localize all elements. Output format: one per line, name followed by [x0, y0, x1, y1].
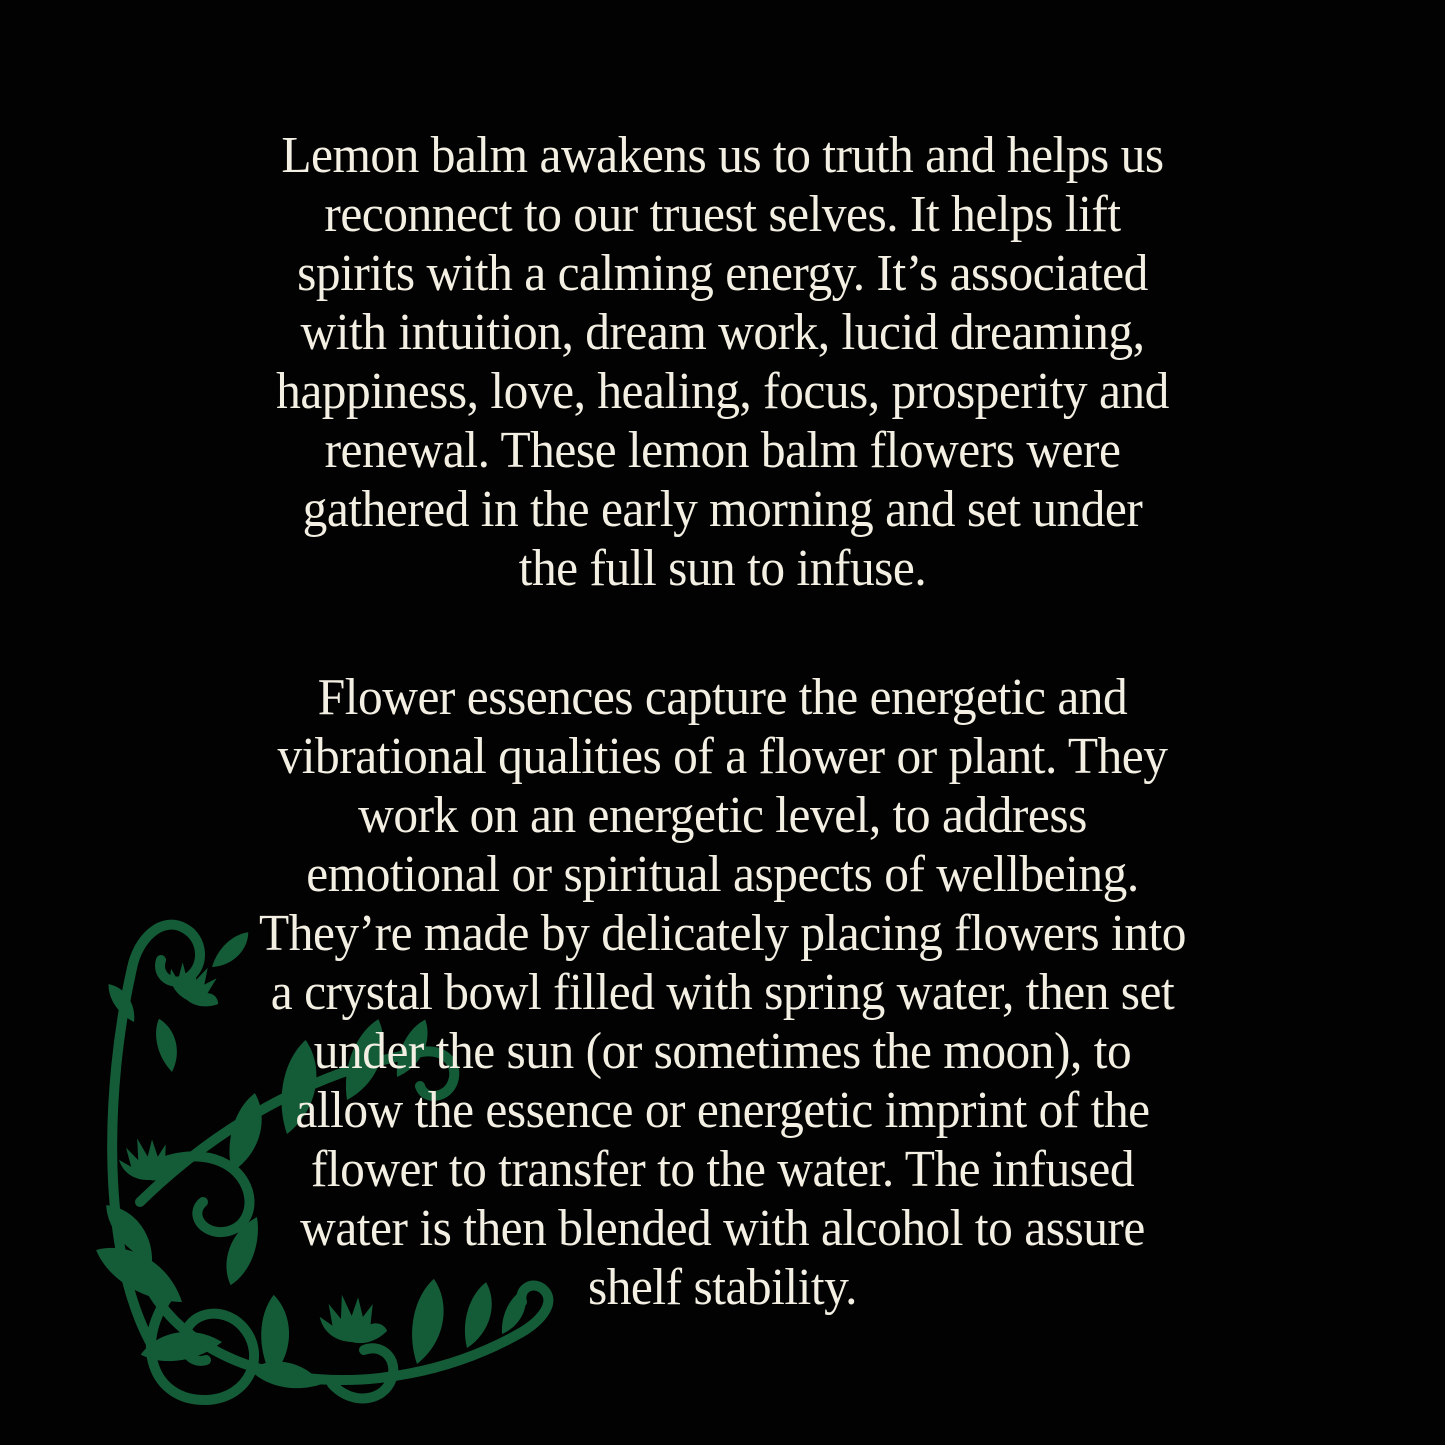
text-line: gathered in the early morning and set under: [302, 481, 1143, 538]
text-line: water is then blended with alcohol to assure: [300, 1200, 1145, 1257]
text-line: They’re made by delicately placing flowers into: [259, 905, 1186, 962]
text-line: flower to transfer to the water. The infused: [310, 1141, 1135, 1198]
paragraph-lemon-balm: [36, 126, 1409, 598]
text-line: reconnect to our truest selves. It helps lift: [324, 186, 1121, 243]
text-line: Lemon balm awakens us to truth and helps us: [281, 127, 1164, 184]
text-line: renewal. These lemon balm flowers were: [324, 422, 1121, 479]
text-line: with intuition, dream work, lucid dreaming,: [300, 304, 1145, 361]
text-line: allow the essence or energetic imprint of the: [295, 1082, 1150, 1139]
text-line: happiness, love, healing, focus, prosperity and: [276, 363, 1169, 420]
text-line: a crystal bowl filled with spring water, then set: [270, 964, 1175, 1021]
text-line: the full sun to infuse.: [518, 540, 927, 597]
text-line: Flower essences capture the energetic and: [317, 669, 1128, 726]
text-line: emotional or spiritual aspects of wellbeing.: [306, 846, 1139, 903]
text-line: vibrational qualities of a flower or plant. They: [277, 728, 1168, 785]
text-line: spirits with a calming energy. It’s associated: [297, 245, 1148, 302]
text-line: under the sun (or sometimes the moon), to: [313, 1023, 1132, 1080]
paragraph-flower-essences: [36, 668, 1409, 1317]
text-line: work on an energetic level, to address: [358, 787, 1087, 844]
description-text: [36, 126, 1409, 1317]
text-line: shelf stability.: [587, 1259, 858, 1316]
